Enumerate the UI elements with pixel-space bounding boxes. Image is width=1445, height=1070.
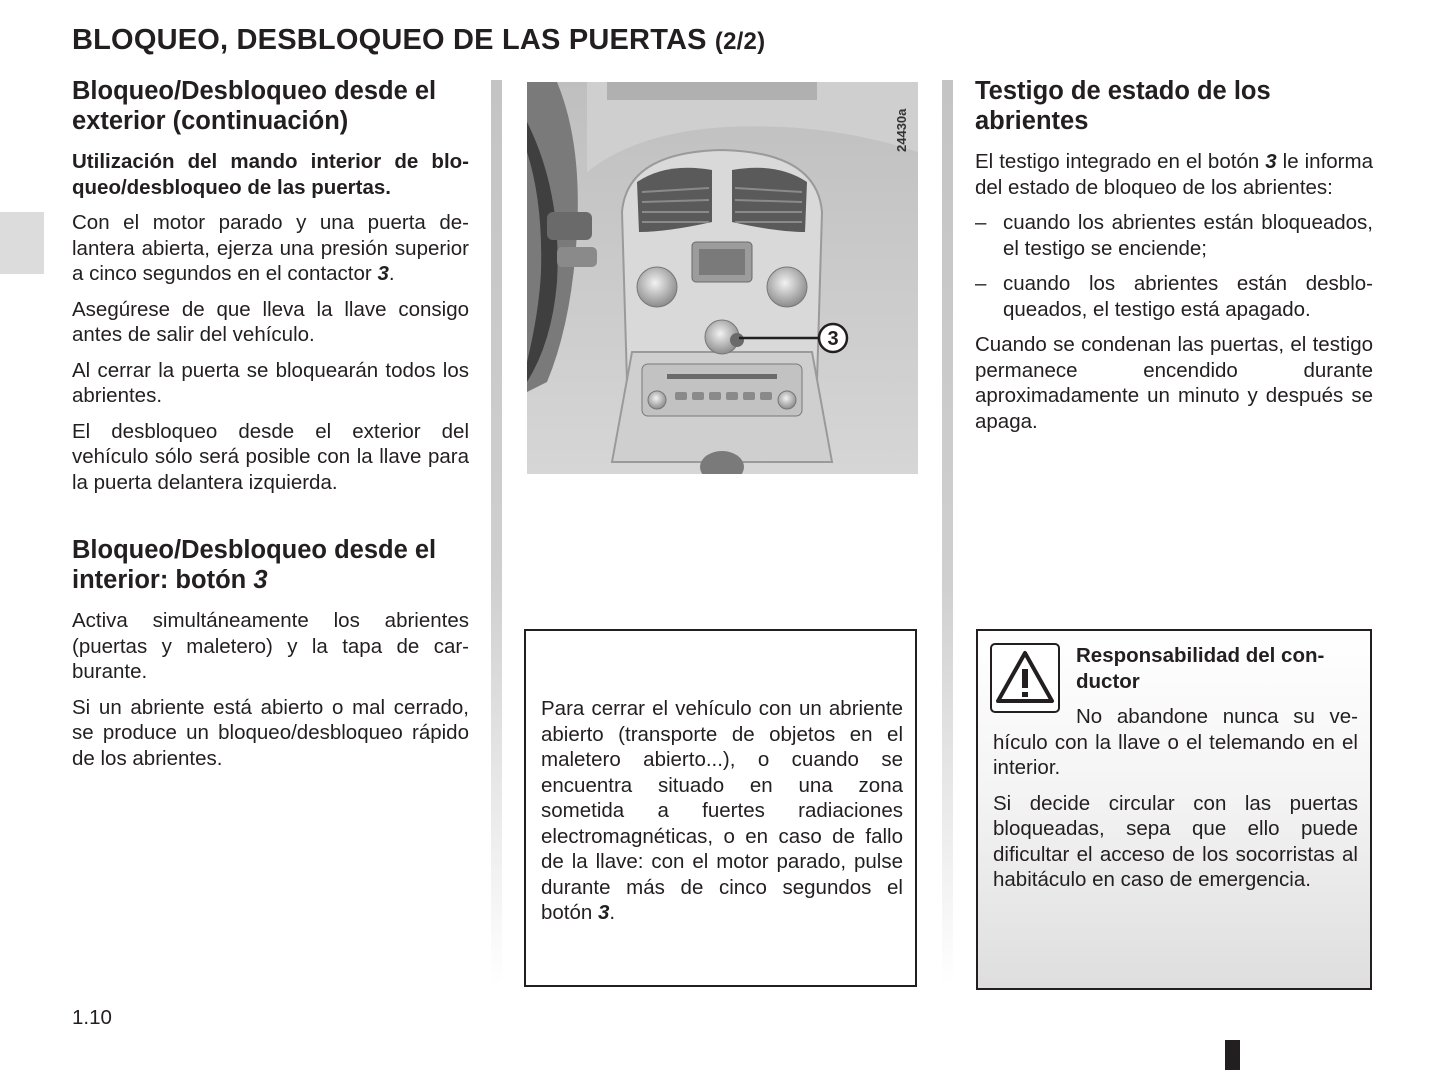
list-dash: – bbox=[975, 211, 987, 234]
callout-label: 3 bbox=[827, 328, 839, 350]
warning-paragraph-1: No abandone nunca su vehículo con la llave o el telemando en el interior. bbox=[993, 705, 1358, 779]
paragraph-end: . bbox=[388, 262, 395, 285]
paragraph-indicator-b: le informa del estado de bloqueo de los abrientes: bbox=[975, 150, 1373, 199]
warning-paragraph-2: Si decide circular con las puertas bloqueadas, sepa que ello puede dificultar el acceso de los socorristas al habitáculo en caso de emergencia. bbox=[993, 791, 1358, 891]
warning-title: Responsabilidad del conductor bbox=[1076, 644, 1325, 693]
paragraph-condemn: Cuando se condenan las puertas, el testigo permanece encendido durante aproximadamente un minuto y después se apaga. bbox=[975, 333, 1373, 433]
list-item-text: cuando los abrientes están desbloqueados, el testigo está apagado. bbox=[1003, 272, 1373, 321]
button-reference: 3 bbox=[377, 262, 389, 285]
dashboard-illustration bbox=[527, 82, 918, 474]
section-heading-interior-text: Bloqueo/Desbloqueo desde el interior: botón bbox=[72, 536, 437, 594]
title-text: BLOQUEO, DESBLOQUEO DE LAS PUERTAS bbox=[72, 24, 707, 56]
section-heading-exterior: Bloqueo/Desbloqueo desde el exterior (continuación) bbox=[72, 77, 437, 135]
paragraph-indicator-a: El testigo integrado en el botón bbox=[975, 150, 1260, 173]
note-end: . bbox=[609, 901, 616, 924]
paragraph-open-door: Si un abriente está abierto o mal cerrado, se produce un bloqueo/desbloqueo rápido de los abrientes. bbox=[72, 695, 469, 770]
paragraph-door: Al cerrar la puerta se bloquearán todos los abrientes. bbox=[72, 358, 469, 407]
paragraph-motor bbox=[72, 210, 469, 287]
left-column bbox=[72, 76, 469, 781]
list-item bbox=[975, 210, 1373, 261]
note-box bbox=[524, 629, 917, 987]
list-item-text: cuando los abrientes están bloqueados, el testigo se enciende; bbox=[1003, 211, 1373, 260]
list-dash: – bbox=[975, 272, 987, 295]
warning-triangle-icon bbox=[990, 643, 1060, 713]
paragraph-activates: Activa simultáneamente los abrientes (puertas y maletero) y la tapa de carburante. bbox=[72, 609, 469, 683]
button-reference: 3 bbox=[1265, 150, 1277, 173]
list-item bbox=[975, 271, 1373, 322]
right-column bbox=[975, 76, 1373, 444]
column-divider-right bbox=[942, 80, 953, 985]
section-tab bbox=[0, 212, 44, 274]
warning-box bbox=[976, 629, 1372, 990]
paragraph-key: Asegúrese de que lleva la llave consigo antes de salir del vehículo. bbox=[72, 297, 469, 346]
page-number: 1.10 bbox=[72, 1006, 112, 1029]
paragraph-unlock: El desbloqueo desde el exterior del vehículo sólo será posible con la llave para la puerta delantera izquierda. bbox=[72, 419, 469, 494]
note-text bbox=[541, 696, 903, 926]
figure-code: 24430a bbox=[894, 108, 909, 152]
paragraph-motor-text: Con el motor parado y una puerta delantera abierta, ejerza una presión superior a cinco segundos en el contactor bbox=[72, 211, 469, 285]
corner-marker bbox=[1225, 1040, 1240, 1070]
button-reference: 3 bbox=[253, 566, 268, 594]
section-heading-interior bbox=[72, 535, 469, 595]
note-text-body: Para cerrar el vehículo con un abriente abierto (transporte de objetos en el maletero abierto...), o cuando se encuentra situado en una zona sometida a fuertes radiaciones electromagnéticas, o en caso de fallo de la llave: con el motor parado, pulse durante más de cinco segundos el botón bbox=[541, 697, 903, 924]
page-title bbox=[72, 24, 765, 57]
column-divider-left bbox=[491, 80, 502, 985]
title-suffix: (2/2) bbox=[714, 28, 766, 55]
section-heading-indicator: Testigo de estado de los abrientes bbox=[975, 77, 1271, 135]
lead-paragraph: Utilización del mando interior de bloqueo/desbloqueo de las puertas. bbox=[72, 150, 469, 199]
button-reference: 3 bbox=[598, 901, 610, 924]
dashboard-drawing bbox=[527, 82, 918, 474]
paragraph-indicator bbox=[975, 149, 1373, 200]
